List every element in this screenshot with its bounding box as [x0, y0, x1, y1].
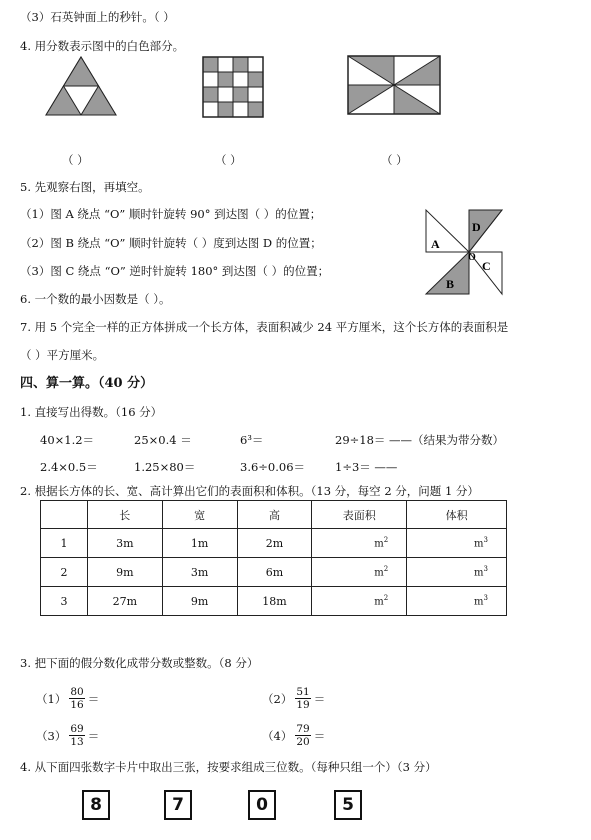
label-c: C	[482, 259, 491, 273]
fraction-label: （3）	[36, 728, 67, 743]
table-header	[41, 501, 88, 529]
denominator: 19	[296, 699, 310, 711]
surface-area-cell[interactable]	[312, 529, 407, 558]
calc-item: 1.25×80＝	[134, 460, 196, 474]
fraction	[295, 686, 310, 711]
question-7-line2: （ ）平方厘米。	[20, 348, 105, 362]
fraction	[69, 686, 84, 711]
question-5-2: （2）图 B 绕点 “O” 顺时针旋转（ ）度到达图 D 的位置；	[20, 236, 322, 250]
table-header: 体积	[407, 501, 507, 529]
table-row	[41, 558, 507, 587]
table-cell: 1	[41, 529, 88, 558]
rectangle-figure	[347, 55, 441, 115]
surface-area-cell[interactable]	[312, 587, 407, 616]
table-header: 宽	[162, 501, 237, 529]
label-a: A	[431, 237, 440, 251]
calc-item: 29÷18＝ ——（结果为带分数）	[335, 433, 505, 447]
numerator: 80	[70, 686, 84, 698]
digit-card[interactable]: 7	[164, 790, 192, 820]
fraction-label: （2）	[262, 691, 293, 706]
label-d: D	[472, 220, 481, 234]
calc-item: 6³＝	[240, 433, 264, 447]
fraction-item-3	[36, 723, 99, 748]
unit-text: m	[474, 567, 484, 579]
question-6: 6. 一个数的最小因数是（ ）。	[20, 292, 171, 306]
label-o: O	[468, 252, 476, 263]
table-cell: 6m	[237, 558, 312, 587]
unit-exponent: 3	[483, 594, 488, 603]
fraction	[69, 723, 84, 748]
question-5-text: 5. 先观察右图，再填空。	[20, 180, 150, 194]
table-header: 长	[87, 501, 162, 529]
numerator: 79	[296, 723, 310, 735]
cuboid-table	[40, 500, 507, 616]
calc-item: 1÷3＝ ——	[335, 460, 398, 474]
section-4-title: 四、算一算。（40 分）	[20, 376, 154, 391]
equals-sign: ＝	[87, 691, 100, 706]
calc-item: 40×1.2＝	[40, 433, 95, 447]
label-b: B	[446, 277, 455, 291]
unit-exponent: 2	[383, 536, 389, 545]
equals-sign: ＝	[313, 728, 326, 743]
table-header: 表面积	[312, 501, 407, 529]
digit-card[interactable]: 8	[82, 790, 110, 820]
table-row	[41, 587, 507, 616]
denominator: 13	[70, 736, 84, 748]
table-cell: 27m	[87, 587, 162, 616]
digit-card[interactable]: 5	[334, 790, 362, 820]
table-cell: 2m	[237, 529, 312, 558]
denominator: 16	[70, 699, 84, 711]
question-5-1: （1）图 A 绕点 “O” 顺时针旋转 90° 到达图（ ）的位置；	[20, 207, 322, 221]
calc-item: 3.6÷0.06＝	[240, 460, 306, 474]
unit-text: m	[474, 596, 484, 608]
unit-text: m	[374, 538, 384, 550]
pinwheel-figure	[424, 208, 504, 296]
volume-cell[interactable]	[407, 529, 507, 558]
grid-figure	[202, 56, 264, 118]
digit-card[interactable]: 0	[248, 790, 276, 820]
unit-text: m	[374, 567, 384, 579]
table-cell: 3m	[162, 558, 237, 587]
unit-exponent: 3	[483, 536, 488, 545]
fraction	[295, 723, 310, 748]
unit-text: m	[374, 596, 384, 608]
question-3-3: （3）石英钟面上的秒针。（ ）	[20, 10, 175, 24]
calc-item: 2.4×0.5＝	[40, 460, 98, 474]
volume-cell[interactable]	[407, 587, 507, 616]
answer-blank-3[interactable]: （ ）	[381, 153, 408, 167]
unit-exponent: 2	[383, 594, 389, 603]
table-cell: 2	[41, 558, 88, 587]
calc-3-text: 3. 把下面的假分数化成带分数或整数。（8 分）	[20, 656, 259, 670]
table-cell: 9m	[162, 587, 237, 616]
unit-text: m	[474, 538, 484, 550]
table-row	[41, 529, 507, 558]
calc-2-text: 2. 根据长方体的长、宽、高计算出它们的表面积和体积。（13 分，每空 2 分，问题 1 分）	[20, 484, 479, 498]
fraction-item-4	[262, 723, 325, 748]
numerator: 69	[70, 723, 84, 735]
volume-cell[interactable]	[407, 558, 507, 587]
table-cell: 18m	[237, 587, 312, 616]
equals-sign: ＝	[87, 728, 100, 743]
answer-blank-1[interactable]: （ ）	[62, 153, 89, 167]
fraction-label: （1）	[36, 691, 67, 706]
fraction-item-2	[262, 686, 325, 711]
calc-4-text: 4. 从下面四张数字卡片中取出三张，按要求组成三位数。（每种只组一个）（3 分）	[20, 760, 437, 774]
table-cell: 3m	[87, 529, 162, 558]
table-header: 高	[237, 501, 312, 529]
table-cell: 1m	[162, 529, 237, 558]
numerator: 51	[296, 686, 310, 698]
triangle-figure	[45, 56, 117, 116]
table-header-row	[41, 501, 507, 529]
unit-exponent: 2	[383, 565, 389, 574]
calc-1-text: 1. 直接写出得数。（16 分）	[20, 405, 163, 419]
calc-item: 25×0.4 ＝	[134, 433, 192, 447]
surface-area-cell[interactable]	[312, 558, 407, 587]
fraction-label: （4）	[262, 728, 293, 743]
question-4-text: 4. 用分数表示图中的白色部分。	[20, 39, 185, 53]
question-7-line1: 7. 用 5 个完全一样的正方体拼成一个长方体，表面积减少 24 平方厘米，这个长方体的表面积是	[20, 320, 509, 334]
denominator: 20	[296, 736, 310, 748]
question-5-3: （3）图 C 绕点 “O” 逆时针旋转 180° 到达图（ ）的位置；	[20, 264, 330, 278]
fraction-item-1	[36, 686, 99, 711]
unit-exponent: 3	[483, 565, 488, 574]
table-cell: 3	[41, 587, 88, 616]
table-cell: 9m	[87, 558, 162, 587]
answer-blank-2[interactable]: （ ）	[215, 153, 242, 167]
equals-sign: ＝	[313, 691, 326, 706]
